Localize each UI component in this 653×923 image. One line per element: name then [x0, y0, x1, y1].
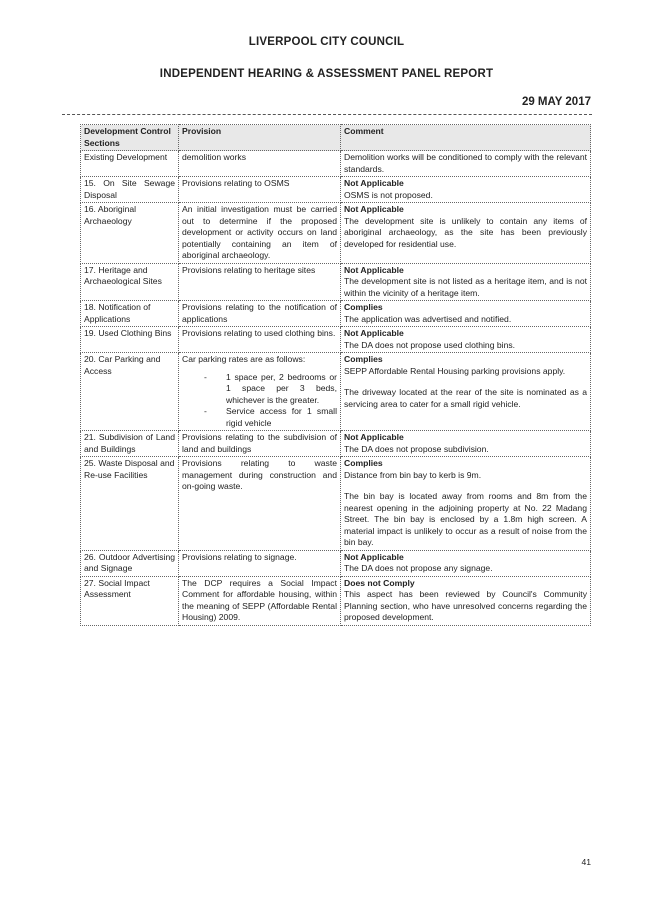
header-provision: Provision: [179, 125, 341, 151]
comment-cell: [341, 353, 591, 431]
table-header-row: [81, 125, 591, 151]
status-label: Not Applicable: [344, 328, 404, 338]
comment-text: Distance from bin bay to kerb is 9m.: [344, 469, 482, 480]
comment-cell: [341, 151, 591, 177]
report-date: 29 MAY 2017: [521, 96, 591, 108]
compliance-table: [80, 124, 591, 626]
comment-cell: [341, 431, 591, 457]
council-heading: LIVERPOOL CITY COUNCIL: [248, 36, 405, 48]
table-row: [81, 177, 591, 203]
provision-cell: The DCP requires a Social Impact Comment for affordable housing, within the meaning of SEPP (Affordable Rental Housing) 2009.: [179, 576, 341, 625]
table-row: [81, 550, 591, 576]
comment-text: OSMS is not proposed.: [344, 189, 433, 200]
provision-cell: [179, 353, 341, 431]
provision-list: [182, 372, 337, 430]
comment-cell: [341, 177, 591, 203]
status-label: Not Applicable: [344, 264, 404, 275]
provision-cell: Provisions relating to signage.: [179, 550, 341, 576]
section-cell: 15. On Site Sewage Disposal: [81, 177, 179, 203]
status-label: Not Applicable: [344, 178, 404, 188]
comment-text: SEPP Affordable Rental Housing parking provisions apply.: [344, 365, 566, 376]
header-divider: [62, 114, 592, 115]
comment-cell: [341, 203, 591, 264]
table-row: [81, 353, 591, 431]
table-row: [81, 301, 591, 327]
status-label: Does not Comply: [344, 577, 415, 588]
comment-text: The DA does not propose any signage.: [344, 563, 493, 573]
provision-text: Car parking rates are as follows:: [182, 354, 306, 364]
provision-cell: Provisions relating to used clothing bins.: [179, 327, 341, 353]
list-item: - 1 space per, 2 bedrooms or 1 space per 3 beds, whichever is the greater.: [216, 372, 337, 407]
comment-text: The bin bay is located away from rooms and 8m from the nearest opening in the adjoining property at No. 22 Madang Street. The bin bay is enclosed by a 1.8m high screen. A material impact is unlikely to occur as a result of noise from the bin bay.: [344, 491, 587, 547]
report-title: INDEPENDENT HEARING & ASSESSMENT PANEL REPORT: [159, 68, 494, 80]
header-section: Development Control Sections: [81, 125, 179, 151]
table-row: [81, 263, 591, 301]
page-number: 41: [581, 857, 591, 867]
header-comment: Comment: [341, 125, 591, 151]
section-cell: 20. Car Parking and Access: [81, 353, 179, 431]
section-cell: 21. Subdivision of Land and Buildings: [81, 431, 179, 457]
section-cell: 17. Heritage and Archaeological Sites: [81, 263, 179, 301]
section-cell: 16. Aboriginal Archaeology: [81, 203, 179, 264]
comment-text: Demolition works will be conditioned to comply with the relevant standards.: [344, 152, 587, 174]
provision-cell: Provisions relating to OSMS: [179, 177, 341, 203]
comment-cell: [341, 263, 591, 301]
table-row: [81, 431, 591, 457]
section-cell: 25. Waste Disposal and Re-use Facilities: [81, 457, 179, 551]
provision-cell: Provisions relating to heritage sites: [179, 263, 341, 301]
comment-text: The DA does not propose subdivision.: [344, 443, 489, 454]
comment-cell: [341, 301, 591, 327]
status-label: Complies: [344, 354, 383, 364]
status-label: Complies: [344, 458, 383, 468]
provision-cell: An initial investigation must be carried out to determine if the proposed development or activity occurs on land potentially containing an item of aboriginal archaeology.: [179, 203, 341, 264]
comment-text: The driveway located at the rear of the site is nominated as a servicing area to cater for a small rigid vehicle.: [344, 387, 587, 409]
provision-cell: Provisions relating to the subdivision of land and buildings: [179, 431, 341, 457]
table-row: [81, 327, 591, 353]
list-item: - Service access for 1 small rigid vehicle: [216, 406, 337, 429]
comment-text: This aspect has been reviewed by Council's Community Planning section, who have unresolved concerns regarding the proposed development.: [344, 589, 587, 622]
comment-text: The DA does not propose used clothing bins.: [344, 339, 516, 350]
table-row: [81, 457, 591, 551]
status-label: Complies: [344, 302, 383, 312]
status-label: Not Applicable: [344, 432, 404, 442]
provision-cell: Provisions relating to the notification of applications: [179, 301, 341, 327]
status-label: Not Applicable: [344, 551, 404, 562]
comment-cell: [341, 457, 591, 551]
section-cell: 19. Used Clothing Bins: [81, 327, 179, 353]
section-cell: Existing Development: [81, 151, 179, 177]
table-row: [81, 576, 591, 625]
section-cell: 27. Social Impact Assessment: [81, 576, 179, 625]
comment-cell: [341, 550, 591, 576]
provision-cell: Provisions relating to waste management during construction and on-going waste.: [179, 457, 341, 551]
comment-cell: [341, 327, 591, 353]
comment-text: The development site is unlikely to contain any items of aboriginal archaeology, as the site has been previously developed for residential use.: [344, 215, 587, 249]
comment-cell: [341, 576, 591, 625]
table-row: [81, 151, 591, 177]
section-cell: 18. Notification of Applications: [81, 301, 179, 327]
status-label: Not Applicable: [344, 204, 404, 214]
provision-cell: demolition works: [179, 151, 341, 177]
comment-text: The development site is not listed as a heritage item, and is not within the vicinity of a heritage item.: [344, 276, 587, 298]
section-cell: 26. Outdoor Advertising and Signage: [81, 550, 179, 576]
table-row: [81, 203, 591, 264]
comment-text: The application was advertised and notified.: [344, 313, 512, 324]
